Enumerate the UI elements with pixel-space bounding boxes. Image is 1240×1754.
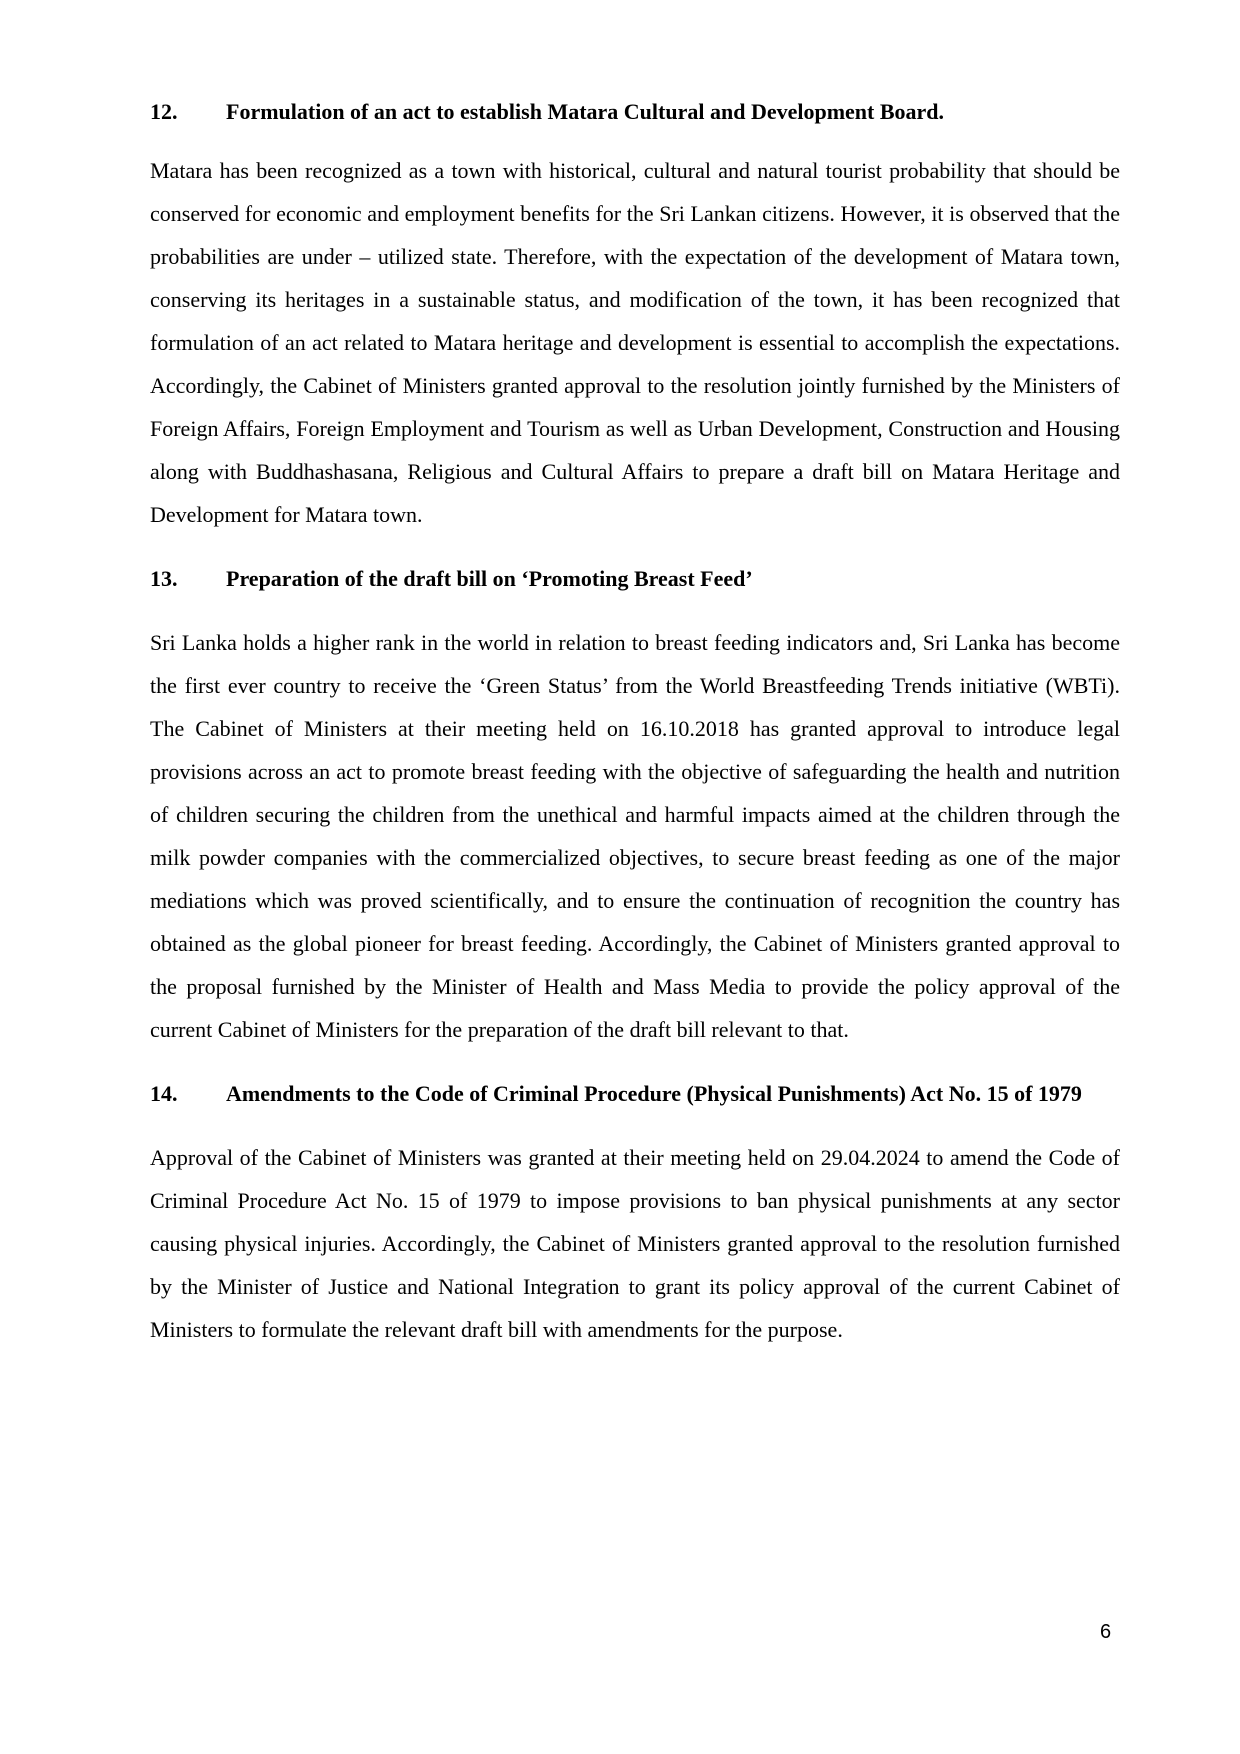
section-13-heading: [150, 557, 1120, 600]
page-number: 6: [1100, 1621, 1112, 1643]
section-title: Amendments to the Code of Criminal Procedure (Physical Punishments) Act No. 15 of 1979: [226, 1081, 1082, 1106]
section-title: Preparation of the draft bill on ‘Promoting Breast Feed’: [226, 566, 753, 591]
section-12-heading: [150, 90, 1120, 133]
section-12-body: Matara has been recognized as a town with historical, cultural and natural tourist probability that should be conserved for economic and employment benefits for the Sri Lankan citizens. However, it is observed that the probabilities are under – utilized state. Therefore, with the expectation of the development of Matara town, conserving its heritages in a sustainable status, and modification of the town, it has been recognized that formulation of an act related to Matara heritage and development is essential to accomplish the expectations. Accordingly, the Cabinet of Ministers granted approval to the resolution jointly furnished by the Ministers of Foreign Affairs, Foreign Employment and Tourism as well as Urban Development, Construction and Housing along with Buddhashasana, Religious and Cultural Affairs to prepare a draft bill on Matara Heritage and Development for Matara town.: [150, 158, 1120, 527]
section-title: Formulation of an act to establish Matara Cultural and Development Board.: [226, 99, 945, 124]
document-page: [150, 90, 1120, 1351]
section-number: 14.: [150, 1081, 178, 1106]
section-number: 12.: [150, 99, 178, 124]
section-14-body: Approval of the Cabinet of Ministers was granted at their meeting held on 29.04.2024 to amend the Code of Criminal Procedure Act No. 15 of 1979 to impose provisions to ban physical punishments at any sector causing physical injuries. Accordingly, the Cabinet of Ministers granted approval to the resolution furnished by the Minister of Justice and National Integration to grant its policy approval of the current Cabinet of Ministers to formulate the relevant draft bill with amendments for the purpose.: [150, 1145, 1120, 1342]
section-number: 13.: [150, 566, 178, 591]
section-13-body: Sri Lanka holds a higher rank in the world in relation to breast feeding indicators and, Sri Lanka has become the first ever country to receive the ‘Green Status’ from the World Breastfeeding Trends initiative (WBTi). The Cabinet of Ministers at their meeting held on 16.10.2018 has granted approval to introduce legal provisions across an act to promote breast feeding with the objective of safeguarding the health and nutrition of children securing the children from the unethical and harmful impacts aimed at the children through the milk powder companies with the commercialized objectives, to secure breast feeding as one of the major mediations which was proved scientifically, and to ensure the continuation of recognition the country has obtained as the global pioneer for breast feeding. Accordingly, the Cabinet of Ministers granted approval to the proposal furnished by the Minister of Health and Mass Media to provide the policy approval of the current Cabinet of Ministers for the preparation of the draft bill relevant to that.: [150, 630, 1120, 1042]
section-14-heading: [150, 1072, 1120, 1115]
